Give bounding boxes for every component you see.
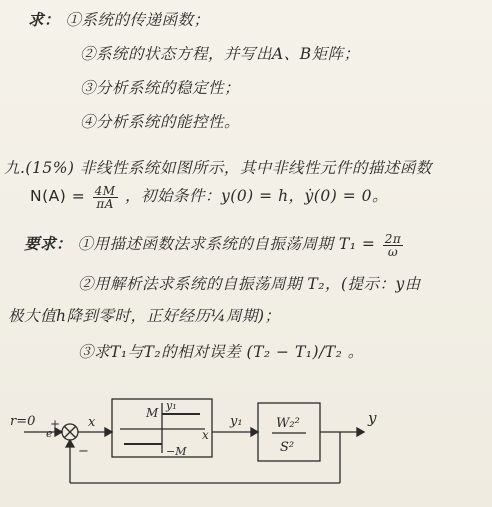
error-arrow	[105, 428, 112, 436]
y1-box-label: y₁	[166, 399, 177, 412]
x-input-label: x	[88, 415, 96, 430]
requirement-item-3: ③分析系统的稳定性；	[80, 79, 241, 97]
problem-9-req-label: 要求：	[24, 234, 73, 253]
problem-9-header-text: 九.(15%) 非线性系统如图所示，其中非线性元件的描述函数	[4, 159, 432, 177]
requirement-item-1: ①系统的传递函数；	[65, 11, 210, 29]
feedback-arrow	[66, 440, 74, 447]
problem-9-requirement-1	[24, 232, 405, 258]
requirement-item-4: ④分析系统的能控性。	[80, 113, 241, 131]
period-numerator: 2π	[384, 231, 402, 246]
requirements-label: 求：	[28, 10, 61, 29]
problem-9-req-2-text: ②用解析法求系统的自振荡周期 T₂，(提示：y由	[78, 275, 421, 293]
nofa-denominator: πA	[96, 196, 114, 211]
problem-9-req-1-text: ①用描述函数法求系统的自振荡周期 T₁ =	[77, 235, 376, 253]
nofa-numerator: 4M	[94, 183, 116, 198]
initial-conditions: ，初始条件：y(0) = h，ẏ(0) = 0。	[125, 187, 388, 205]
minus-sign: −	[78, 444, 89, 459]
plant-denominator: S²	[280, 440, 295, 455]
plus-sign: +	[50, 417, 61, 431]
period-denominator: ω	[387, 244, 399, 259]
period-fraction	[383, 233, 404, 258]
nofa-prefix: N(A) =	[30, 187, 86, 205]
problem-9-req-2-continuation: 极大值h降到零时，正好经历¼周期)；	[8, 307, 281, 325]
e-label: e	[46, 427, 53, 440]
problem-9-requirement-3	[78, 340, 364, 362]
y1-label: y₁	[230, 414, 243, 429]
input-label: r=0	[10, 414, 36, 429]
describing-function-line	[30, 184, 388, 210]
output-label: y	[368, 409, 377, 427]
requirement-item-2: ②系统的状态方程，并写出A、B矩阵；	[80, 45, 360, 63]
requirements-line-4	[80, 110, 240, 132]
problem-9-req-3-text: ③求T₁与T₂的相对误差 (T₂ − T₁)/T₂ 。	[78, 343, 364, 361]
output-arrow	[357, 428, 364, 436]
plant-numerator: W₂²	[276, 416, 300, 431]
problem-9-requirement-2-cont	[8, 304, 281, 326]
nofa-fraction	[93, 185, 118, 210]
m-label: M	[146, 406, 159, 420]
block-diagram	[0, 387, 492, 507]
y1-arrow	[251, 428, 258, 436]
requirements-line-2	[80, 42, 360, 64]
problem-9-requirement-2	[78, 272, 421, 294]
x-box-label: x	[202, 428, 209, 442]
requirements-line-3	[80, 76, 240, 98]
requirements-line-1	[28, 8, 209, 30]
problem-9-header	[4, 156, 432, 178]
neg-m-label: −M	[166, 445, 187, 458]
